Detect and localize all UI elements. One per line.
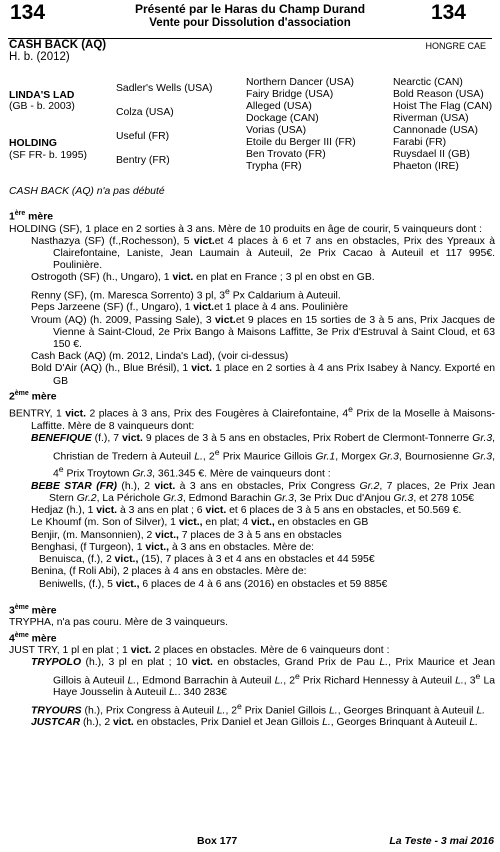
pedigree-gen2-2: Colza (USA) <box>116 107 174 118</box>
heading-third-dam: 3ème mère <box>9 603 57 617</box>
pedigree-gen2-1: Sadler's Wells (USA) <box>116 83 213 94</box>
produce-beniwells: Beniwells, (f.), 5 vict., 6 places de 4 à 6 ans (2016) en obstacles et 59 885€ <box>39 578 388 590</box>
produce-vroum: Vroum (AQ) (h. 2009, Passing Sale), 3 vict.et 9 places en 15 sorties de 3 à 5 ans, Prix Jacques de Vienne à Saint-Cloud, 2e Prix Bango à Maisons Laffitte, 3e Prix d'Estruval à Saint Cloud, et 63 150 €. <box>31 314 496 350</box>
horse-description: H. b. (2012) <box>9 51 70 63</box>
pedigree-gen4-5: Cannonade (USA) <box>393 125 478 136</box>
produce-benghasi: Benghasi, (f Turgeon), 1 vict., à 3 ans en obstacles. Mère de: <box>31 541 315 553</box>
first-dam-paragraph: HOLDING (SF), 1 place en 2 sorties à 3 ans. Mère de 10 produits en âge de courir, 5 vainqueurs dont : <box>9 223 483 235</box>
produce-le-khoumf: Le Khoumf (m. Son of Silver), 1 vict., en plat; 4 vict., en obstacles en GB <box>31 517 369 529</box>
produce-tryours: TRYOURS (h.), Prix Congress à Auteuil L., 2e Prix Daniel Gillois L., Georges Brinquant à Auteuil L. <box>31 700 486 716</box>
horse-status: HONGRE CAE <box>425 41 486 51</box>
pedigree-sire-info: (GB - b. 2003) <box>9 101 75 112</box>
produce-benuisca: Benuisca, (f.), 2 vict., (15), 7 places à 3 et 4 ans en obstacles et 44 595€ <box>39 554 375 566</box>
pedigree-gen4-6: Farabi (FR) <box>393 137 447 148</box>
pedigree-dam-info: (SF FR- b. 1995) <box>9 150 87 161</box>
pedigree-gen3-8: Trypha (FR) <box>246 161 302 172</box>
pedigree-gen4-8: Phaeton (IRE) <box>393 161 459 172</box>
pedigree-gen2-3: Useful (FR) <box>116 131 170 142</box>
lot-number-left: 134 <box>10 1 46 24</box>
produce-bold-dair: Bold D'Air (AQ) (h., Blue Brésil), 1 vict. 1 place en 2 sorties à 4 ans Prix Isabey à Nancy. Exporté en GB <box>31 363 495 387</box>
pedigree-gen4-2: Bold Reason (USA) <box>393 89 484 100</box>
produce-trypolo: TRYPOLO (h.), 3 pl en plat ; 10 vict. en obstacles, Grand Prix de Pau L., Prix Maurice et Jean Gillois à Auteuil L., Edmond Barrachin à Auteuil L., 2e Prix Richard Hennessy à Auteuil L., 3e La Haye Jousselin à Auteuil L.. 340 283€ <box>31 657 496 699</box>
produce-benefique: BENEFIQUE (f.), 7 vict. 9 places de 3 à 5 ans en obstacles, Prix Robert de Clermont-Tonnerre Gr.3, Christian de Tredern à Auteuil L., 2e Prix Maurice Gillois Gr.1, Morgex Gr.3, Bournosienne Gr.3, 4e Prix Troytown Gr.3, 361.345 €. Mère de vainqueurs dont : <box>31 433 495 480</box>
page-footer <box>0 835 500 849</box>
pedigree-gen3-2: Fairy Bridge (USA) <box>246 89 334 100</box>
produce-peps-jarzeene: Peps Jarzeene (SF) (f., Ungaro), 1 vict.et 1 place à 4 ans. Poulinière <box>31 302 349 314</box>
female-family-text <box>9 208 495 729</box>
consignor-title: Présenté par le Haras du Champ Durand <box>134 2 366 16</box>
produce-ostrogoth: Ostrogoth (SF) (h., Ungaro), 1 vict. en plat en France ; 3 pl en obst en GB. <box>31 272 375 284</box>
pedigree-gen3-6: Etoile du Berger III (FR) <box>246 137 356 148</box>
pedigree-table <box>0 77 500 177</box>
third-dam-paragraph: TRYPHA, n'a pas couru. Mère de 3 vainqueurs. <box>9 617 228 629</box>
pedigree-gen3-4: Dockage (CAN) <box>246 113 319 124</box>
produce-renny: Renny (SF), (m. Maresca Sorrento) 3 pl, 3e Px Caldarium à Auteuil. <box>31 285 341 302</box>
heading-fourth-dam: 4ème mère <box>9 631 57 645</box>
produce-benina: Benina, (f Roli Abi), 2 places à 4 ans en obstacles. Mère de: <box>31 566 307 578</box>
footer-sale-date: La Teste - 3 mai 2016 <box>389 835 494 847</box>
heading-second-dam: 2ème mère <box>9 389 57 403</box>
lot-number-right: 134 <box>430 1 466 24</box>
pedigree-gen3-1: Northern Dancer (USA) <box>246 77 354 88</box>
pedigree-gen3-7: Ben Trovato (FR) <box>246 149 326 160</box>
pedigree-gen3-3: Alleged (USA) <box>246 101 312 112</box>
fourth-dam-paragraph: JUST TRY, 1 pl en plat ; 1 vict. 2 places en obstacles. Mère de 6 vainqueurs dont : <box>9 645 390 657</box>
produce-nasthazya: Nasthazya (SF) (f.,Rochesson), 5 vict.et 4 places à 6 et 7 ans en obstacles, Prix des Ypreaux à Clairefontaine, Laniste, Jean Laumain à Auteuil, 2e Prix Cacao à Auteuil et 117 995€. Poulinière. <box>31 235 495 272</box>
second-dam-paragraph: BENTRY, 1 vict. 2 places à 3 ans, Prix des Fougères à Clairefontaine, 4e Prix de la Moselle à Maisons-Laffitte. Mère de 8 vainqueurs dont: <box>9 404 495 433</box>
pedigree-gen3-5: Vorias (USA) <box>246 125 307 136</box>
pedigree-dam: HOLDING <box>9 138 57 149</box>
pedigree-sire: LINDA'S LAD <box>9 90 75 101</box>
race-record-note: CASH BACK (AQ) n'a pas débuté <box>9 186 165 197</box>
horse-name: CASH BACK (AQ) <box>9 39 107 51</box>
heading-first-dam: 1ère mère <box>9 210 54 223</box>
pedigree-gen4-7: Ruysdael II (GB) <box>393 149 470 160</box>
sale-title: Vente pour Dissolution d'association <box>149 17 351 29</box>
produce-justcar: JUSTCAR (h.), 2 vict. en obstacles, Prix Daniel et Jean Gillois L., Georges Brinquant à Auteuil L. <box>31 717 479 729</box>
pedigree-gen4-3: Hoist The Flag (CAN) <box>393 101 493 112</box>
footer-box: Box 177 <box>197 835 238 847</box>
pedigree-gen2-4: Bentry (FR) <box>116 155 170 166</box>
produce-cash-back: Cash Back (AQ) (m. 2012, Linda's Lad), (voir ci-dessus) <box>31 351 289 363</box>
pedigree-gen4-1: Nearctic (CAN) <box>393 77 463 88</box>
produce-bebe-star: BEBE STAR (FR) (h.), 2 vict. à 3 ans en obstacles, Prix Congress Gr.2, 7 places, 2e Prix Jean Stern Gr.2, La Périchole Gr.3, Edmond Barachin Gr.3, 3e Prix Duc d'Anjou Gr.3, et 278 105€ <box>31 480 495 505</box>
catalogue-header <box>0 1 500 29</box>
pedigree-gen4-4: Riverman (USA) <box>393 113 469 124</box>
produce-benjir: Benjir, (m. Mansonnien), 2 vict., 7 places de 3 à 5 ans en obstacles <box>31 529 342 541</box>
produce-hedjaz: Hedjaz (h.), 1 vict. à 3 ans en plat ; 6 vict. et 6 places de 3 à 5 ans en obstacles, et 50.569 €. <box>31 505 462 517</box>
